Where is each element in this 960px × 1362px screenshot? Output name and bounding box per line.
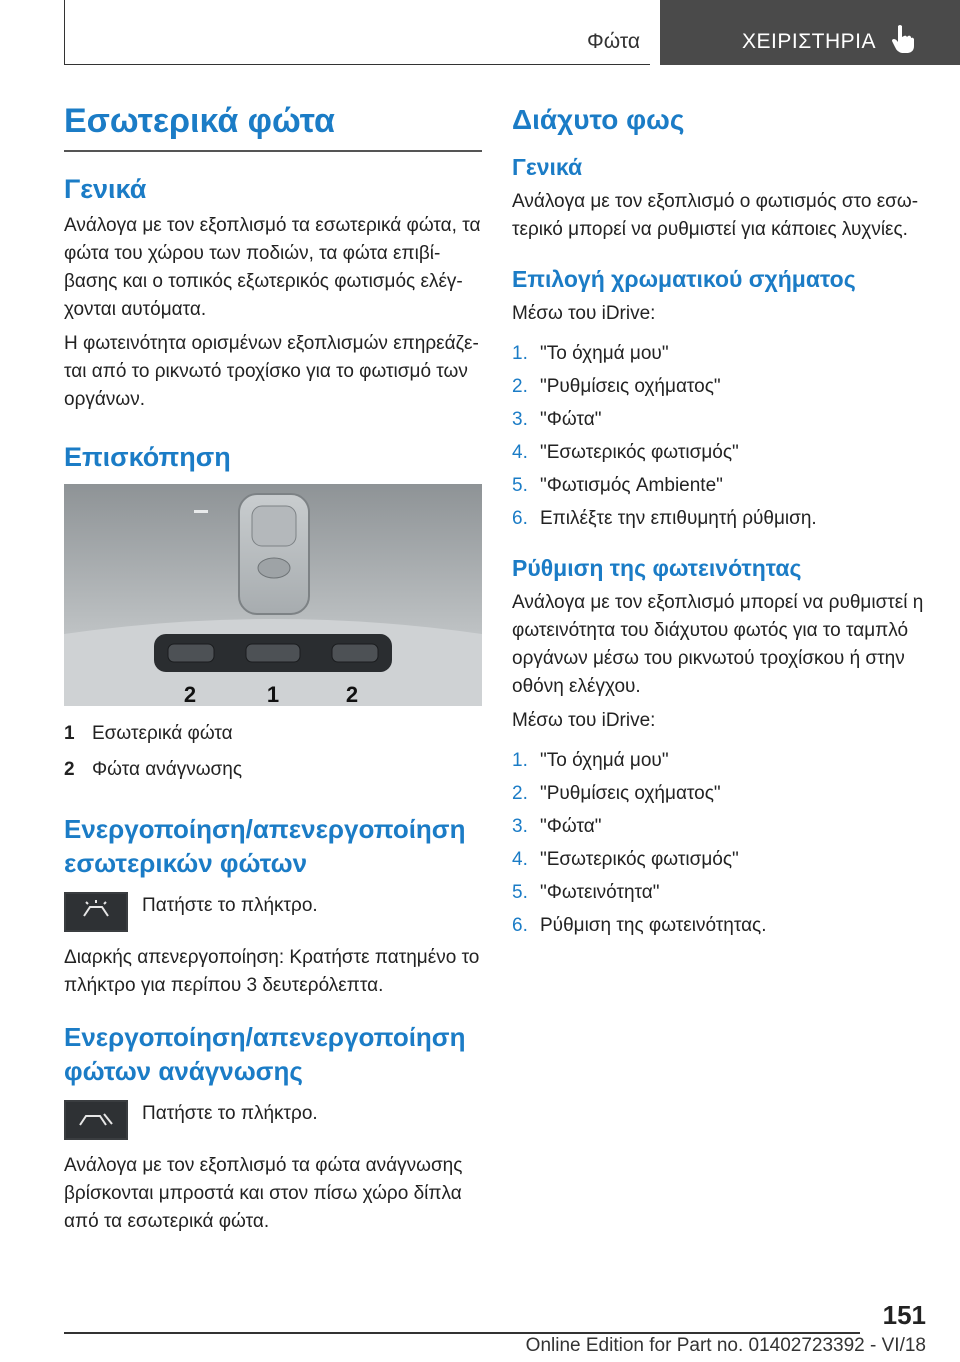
legend-text: Φώτα ανάγνωσης bbox=[92, 758, 242, 780]
list-item bbox=[512, 846, 930, 874]
left-column bbox=[64, 100, 482, 1236]
legend-text: Εσωτερικά φώτα bbox=[92, 722, 233, 744]
list-item bbox=[512, 373, 930, 401]
legend-item bbox=[64, 720, 482, 756]
paragraph: Ανάλογα με τον εξοπλισμό μπορεί να ρυθμιστεί η φωτεινότητα του διάχυτου φωτός για το ταμπλό οργάνων μέσω του ρικνωτού τροχίσκου ή στην οθόνη ελέγχου. bbox=[512, 592, 924, 697]
step-number: 2. bbox=[512, 376, 528, 397]
photo-label-2-left: 2 bbox=[183, 681, 197, 706]
step-text: "Το όχημά μου" bbox=[540, 750, 669, 771]
subheading-reading-toggle: Ενεργοποίηση/απενεργοποίηση φώτων ανάγνωσης bbox=[64, 1021, 466, 1086]
step-text: Ρύθμιση της φωτεινότητας. bbox=[540, 915, 767, 936]
color-scheme-steps bbox=[512, 340, 930, 533]
list-item bbox=[512, 406, 930, 434]
step-text: "Φωτεινότητα" bbox=[540, 882, 660, 903]
legend-number: 1 bbox=[64, 722, 75, 744]
subheading-brightness: Ρύθμιση της φωτεινότητας bbox=[512, 555, 802, 581]
paragraph: Ανάλογα με τον εξοπλισμό τα φώτα ανάγνωσης βρίσκονται μπροστά και στον πίσω χώρο δίπλα από τα εσωτερικά φώτα. bbox=[64, 1154, 463, 1232]
pointing-hand-icon bbox=[892, 24, 914, 59]
step-text: "Το όχημά μου" bbox=[540, 343, 669, 364]
step-number: 2. bbox=[512, 783, 528, 804]
section-heading-ambient-light: Διάχυτο φως bbox=[512, 104, 685, 135]
edition-footer: Online Edition for Part no. 01402723392 - VI/18 bbox=[525, 1335, 926, 1356]
step-number: 6. bbox=[512, 508, 528, 529]
reading-light-button-row bbox=[64, 1100, 482, 1152]
overhead-console-photo bbox=[64, 484, 482, 706]
step-number: 4. bbox=[512, 442, 528, 463]
step-text: "Ρυθμίσεις οχήματος" bbox=[540, 376, 721, 397]
paragraph: Μέσω του iDrive: bbox=[512, 303, 656, 324]
step-number: 5. bbox=[512, 475, 528, 496]
footer-rule bbox=[64, 1332, 860, 1334]
step-number: 6. bbox=[512, 915, 528, 936]
step-number: 3. bbox=[512, 816, 528, 837]
interior-light-button-icon bbox=[64, 892, 128, 932]
list-item bbox=[512, 879, 930, 907]
paragraph: Ανάλογα με τον εξοπλισμό τα εσωτερικά φώτα, τα φώτα του χώρου των ποδιών, τα φώτα επιβί- βασης και ο τοπικός εξωτερικός φωτισμός ελέγ- χονται αυτόματα. bbox=[64, 214, 481, 320]
step-number: 1. bbox=[512, 750, 528, 771]
list-item bbox=[512, 472, 930, 500]
step-number: 5. bbox=[512, 882, 528, 903]
step-text: Επιλέξτε την επιθυμητή ρύθμιση. bbox=[540, 508, 817, 529]
list-item bbox=[512, 340, 930, 368]
paragraph: Ανάλογα με τον εξοπλισμό ο φωτισμός στο εσω- τερικό μπορεί να ρυθμιστεί για κάποιες λυχνίες. bbox=[512, 191, 919, 240]
reading-light-button-icon bbox=[64, 1100, 128, 1140]
right-column bbox=[512, 100, 930, 945]
step-text: "Φώτα" bbox=[540, 816, 602, 837]
subheading-overview: Επισκόπηση bbox=[64, 441, 231, 472]
subheading-general: Γενικά bbox=[64, 173, 147, 204]
list-item bbox=[512, 813, 930, 841]
brightness-steps bbox=[512, 747, 930, 940]
interior-light-button-row bbox=[64, 892, 482, 944]
heading-rule bbox=[64, 150, 482, 152]
list-item bbox=[512, 505, 930, 533]
subheading-color-scheme: Επιλογή χρωματικού σχήματος bbox=[512, 266, 856, 292]
list-item bbox=[512, 780, 930, 808]
step-number: 1. bbox=[512, 343, 528, 364]
page-number: 151 bbox=[882, 1300, 926, 1330]
subheading-general: Γενικά bbox=[512, 154, 583, 180]
paragraph: Μέσω του iDrive: bbox=[512, 710, 656, 731]
step-text: "Εσωτερικός φωτισμός" bbox=[540, 849, 739, 870]
photo-label-2-right: 2 bbox=[345, 681, 359, 706]
legend-item bbox=[64, 756, 482, 792]
chapter-tab[interactable] bbox=[660, 0, 960, 65]
subheading-interior-toggle: Ενεργοποίηση/απενεργοποίηση εσωτερικών φώτων bbox=[64, 813, 466, 878]
button-instruction: Πατήστε το πλήκτρο. bbox=[142, 1102, 318, 1124]
step-text: "Φωτισμός Ambiente" bbox=[540, 475, 723, 496]
photo-label-1: 1 bbox=[266, 681, 280, 706]
paragraph: Η φωτεινότητα ορισμένων εξοπλισμών επηρεάζε- ται από το ρικνωτό τροχίσκο για το φωτισμό των οργάνων. bbox=[64, 332, 479, 410]
chapter-tab-label: ΧΕΙΡΙΣΤΗΡΙΑ bbox=[742, 30, 877, 53]
step-text: "Ρυθμίσεις οχήματος" bbox=[540, 783, 721, 804]
list-item bbox=[512, 439, 930, 467]
step-text: "Εσωτερικός φωτισμός" bbox=[540, 442, 739, 463]
section-title: Φώτα bbox=[587, 30, 640, 53]
section-heading-interior-lights: Εσωτερικά φώτα bbox=[64, 102, 335, 140]
step-number: 3. bbox=[512, 409, 528, 430]
list-item bbox=[512, 912, 930, 940]
list-item bbox=[512, 747, 930, 775]
step-number: 4. bbox=[512, 849, 528, 870]
button-instruction: Πατήστε το πλήκτρο. bbox=[142, 894, 318, 916]
paragraph: Διαρκής απενεργοποίηση: Κρατήστε πατημένο το πλήκτρο για περίπου 3 δευτερόλεπτα. bbox=[64, 946, 480, 996]
legend-number: 2 bbox=[64, 758, 75, 780]
photo-legend bbox=[64, 720, 482, 792]
step-text: "Φώτα" bbox=[540, 409, 602, 430]
